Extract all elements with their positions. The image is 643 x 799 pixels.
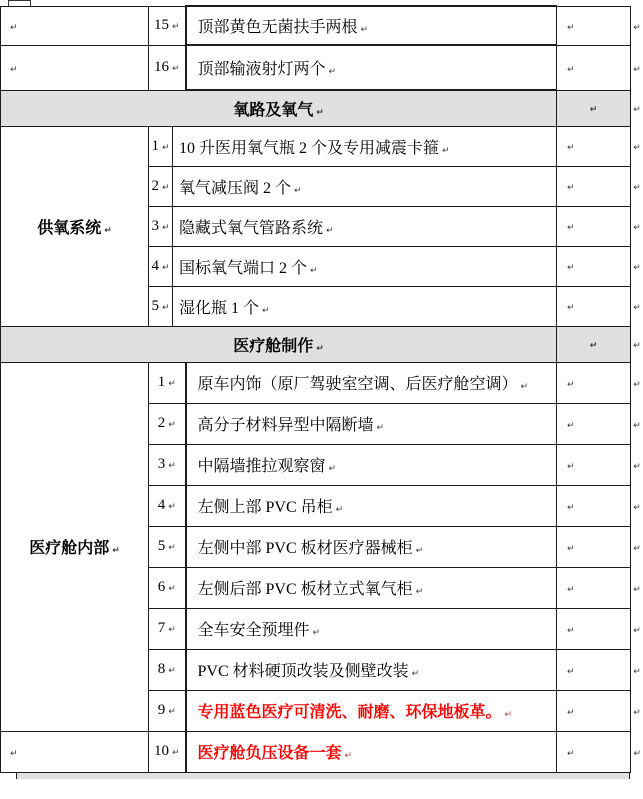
row-number[interactable] [149,690,186,731]
row-number[interactable] [149,126,173,166]
item-description-text: 中隔墙推拉观察窗 [197,458,326,475]
item-description-text: 医疗舱负压设备一套 [197,745,342,762]
margin-cell [631,6,643,45]
item-description-text: 湿化瓶 1 个 [179,299,260,317]
item-description[interactable] [186,608,557,649]
paragraph-mark-icon: ↵ [633,625,641,636]
item-description[interactable] [173,166,557,206]
paragraph-mark-icon: ↵ [633,420,641,431]
paragraph-mark-icon: ↵ [589,105,598,115]
row-number-text: 5 [157,538,166,554]
margin-cell [631,286,643,326]
paragraph-mark-icon: ↵ [10,22,18,33]
paragraph-mark-icon: ↵ [161,222,170,233]
check-cell[interactable] [557,6,631,45]
check-cell[interactable] [557,246,631,286]
item-description[interactable] [173,206,557,246]
item-description[interactable] [186,403,557,444]
row-number-text: 1 [151,137,159,154]
paragraph-mark-icon: ↵ [335,505,344,515]
paragraph-mark-icon: ↵ [567,461,575,472]
paragraph-mark-icon: ↵ [567,183,575,193]
item-description-text: 氧气减压阀 2 个 [179,179,292,197]
check-cell[interactable] [557,444,631,485]
row-number[interactable] [149,485,186,526]
paragraph-mark-icon: ↵ [567,303,575,313]
table-row-highlighted [1,731,643,772]
paragraph-mark-icon: ↵ [589,341,598,351]
clipped-cell-remnant [8,0,31,6]
check-cell[interactable] [557,286,631,326]
item-description[interactable] [173,126,557,166]
paragraph-mark-icon: ↵ [112,546,120,556]
row-number-text: 3 [151,217,159,234]
paragraph-mark-icon: ↵ [633,461,641,472]
paragraph-mark-icon: ↵ [10,748,18,759]
item-description-text: 顶部黄色无菌扶手两根 [197,19,358,36]
row-number-text: 16 [153,59,169,75]
check-cell[interactable] [557,567,631,608]
category-cell[interactable] [1,731,149,772]
item-description-text: 专用蓝色医疗可清洗、耐磨、环保地板革。 [197,704,502,721]
paragraph-mark-icon: ↵ [520,382,529,392]
check-cell[interactable] [557,326,631,362]
row-number[interactable] [149,286,173,326]
margin-cell [631,690,643,731]
check-cell[interactable] [557,166,631,206]
margin-cell [631,649,643,690]
paragraph-mark-icon: ↵ [171,22,180,32]
row-number[interactable] [149,6,186,45]
item-description[interactable] [186,649,557,690]
margin-cell [631,567,643,608]
paragraph-mark-icon: ↵ [316,107,324,118]
row-number-text: 8 [157,661,166,677]
section-header-text: 氧路及氧气 [233,101,314,119]
item-description-text: 左侧后部 PVC 板材立式氧气柜 [197,581,413,598]
category-cell-cabin-interior[interactable] [1,362,149,731]
paragraph-mark-icon: ↵ [168,584,176,594]
check-cell[interactable] [557,608,631,649]
item-description-text: 10 升医用氧气瓶 2 个及专用减震卡箍 [179,139,440,157]
paragraph-mark-icon: ↵ [567,379,575,390]
paragraph-mark-icon: ↵ [312,628,321,638]
paragraph-mark-icon: ↵ [168,502,176,512]
paragraph-mark-icon: ↵ [161,302,170,313]
margin-cell [631,362,643,403]
paragraph-mark-icon: ↵ [567,543,575,554]
paragraph-mark-icon: ↵ [168,379,176,389]
row-number[interactable] [149,731,186,772]
paragraph-mark-icon: ↵ [104,225,112,236]
row-number-text: 3 [157,456,166,472]
margin-cell [631,608,643,649]
check-cell[interactable] [557,90,631,126]
paragraph-mark-icon: ↵ [567,263,575,273]
paragraph-mark-icon: ↵ [633,502,641,513]
row-number[interactable] [149,45,186,90]
margin-cell [631,90,643,126]
category-cell[interactable] [1,45,149,90]
row-number-text: 2 [151,177,159,194]
paragraph-mark-icon: ↵ [294,185,302,196]
paragraph-mark-icon: ↵ [168,707,176,717]
paragraph-mark-icon: ↵ [168,461,176,471]
table-row [1,6,643,45]
paragraph-mark-icon: ↵ [567,584,575,595]
row-number-text: 4 [151,257,159,274]
paragraph-mark-icon: ↵ [360,25,369,35]
paragraph-mark-icon: ↵ [633,105,641,115]
row-number-text: 1 [157,374,166,390]
item-description[interactable] [186,567,557,608]
check-cell[interactable] [557,690,631,731]
item-description-text: 全车安全预埋件 [197,622,310,639]
paragraph-mark-icon: ↵ [567,625,575,636]
paragraph-mark-icon: ↵ [567,22,575,33]
check-cell[interactable] [557,526,631,567]
row-number-text: 9 [157,702,166,718]
item-description-text: 高分子材料异型中隔断墙 [197,417,374,434]
margin-cell [631,444,643,485]
check-cell[interactable] [557,45,631,90]
item-description-text: 左侧中部 PVC 板材医疗器械柜 [197,540,413,557]
section-header-row [1,90,643,126]
paragraph-mark-icon: ↵ [171,64,180,74]
paragraph-mark-icon: ↵ [161,262,170,273]
row-number[interactable] [149,206,173,246]
table-row [1,362,643,403]
check-cell[interactable] [557,403,631,444]
category-cell[interactable] [1,6,149,45]
paragraph-mark-icon: ↵ [633,748,642,759]
item-description[interactable] [186,45,557,90]
paragraph-mark-icon: ↵ [633,543,641,554]
paragraph-mark-icon: ↵ [567,64,575,75]
paragraph-mark-icon: ↵ [161,182,170,193]
margin-cell [631,526,643,567]
paragraph-mark-icon: ↵ [504,710,513,720]
row-number[interactable] [149,403,186,444]
paragraph-mark-icon: ↵ [411,669,420,679]
paragraph-mark-icon: ↵ [567,143,575,153]
item-description[interactable] [186,731,557,772]
paragraph-mark-icon: ↵ [415,587,424,597]
item-description[interactable] [186,6,557,45]
paragraph-mark-icon: ↵ [567,748,575,759]
check-cell[interactable] [557,649,631,690]
paragraph-mark-icon: ↵ [567,707,575,718]
item-description[interactable] [186,526,557,567]
paragraph-mark-icon: ↵ [10,64,18,75]
paragraph-mark-icon: ↵ [161,142,170,153]
item-description-text: 顶部输液射灯两个 [197,61,326,78]
paragraph-mark-icon: ↵ [633,341,641,351]
check-cell[interactable] [557,126,631,166]
check-cell[interactable] [557,485,631,526]
section-header-row [1,326,643,362]
row-number-text: 10 [153,743,169,759]
paragraph-mark-icon: ↵ [326,225,334,236]
item-description-text: 左侧上部 PVC 吊柜 [197,499,333,516]
row-number[interactable] [149,166,173,206]
row-number[interactable] [149,526,186,567]
check-cell[interactable] [557,206,631,246]
paragraph-mark-icon: ↵ [567,223,575,233]
margin-cell [631,246,643,286]
row-number-text: 7 [157,620,166,636]
margin-cell [631,126,643,166]
section-header-cabin[interactable] [1,326,557,362]
paragraph-mark-icon: ↵ [567,666,575,677]
row-number[interactable] [149,362,186,403]
paragraph-mark-icon: ↵ [633,303,641,313]
paragraph-mark-icon: ↵ [310,265,318,276]
item-description-text: PVC 材料硬顶改装及侧壁改装 [197,663,409,680]
item-description[interactable] [186,690,557,731]
paragraph-mark-icon: ↵ [415,546,424,556]
row-number-text: 5 [151,297,159,314]
item-description[interactable] [186,362,557,403]
table-row [1,126,643,166]
paragraph-mark-icon: ↵ [633,64,641,75]
margin-cell [631,731,643,772]
paragraph-mark-icon: ↵ [633,584,641,595]
paragraph-mark-icon: ↵ [316,343,324,354]
paragraph-mark-icon: ↵ [633,379,641,390]
margin-cell [631,485,643,526]
row-number[interactable] [149,608,186,649]
section-header-oxygen[interactable] [1,90,557,126]
margin-cell [631,206,643,246]
paragraph-mark-icon: ↵ [168,666,176,676]
paragraph-mark-icon: ↵ [633,223,641,233]
paragraph-mark-icon: ↵ [442,145,450,156]
row-number-text: 15 [153,17,169,33]
row-number[interactable] [149,649,186,690]
paragraph-mark-icon: ↵ [633,263,641,273]
category-label: 供氧系统 [37,219,102,237]
margin-cell [631,166,643,206]
margin-cell [631,326,643,362]
category-label: 医疗舱内部 [29,540,110,557]
row-number-text: 2 [157,415,166,431]
paragraph-mark-icon: ↵ [633,143,641,153]
item-description[interactable] [173,246,557,286]
row-number-text: 4 [157,497,166,513]
paragraph-mark-icon: ↵ [376,423,385,433]
table-row [1,45,643,90]
row-number[interactable] [149,444,186,485]
paragraph-mark-icon: ↵ [171,748,180,758]
item-description[interactable] [186,444,557,485]
paragraph-mark-icon: ↵ [262,305,270,316]
margin-cell [631,403,643,444]
item-description-text: 隐藏式氧气管路系统 [179,219,324,237]
paragraph-mark-icon: ↵ [567,420,575,431]
check-cell[interactable] [557,731,631,772]
paragraph-mark-icon: ↵ [633,666,641,677]
paragraph-mark-icon: ↵ [168,420,176,430]
item-description-text: 国标氧气端口 2 个 [179,259,308,277]
item-description[interactable] [186,485,557,526]
paragraph-mark-icon: ↵ [567,502,575,513]
row-number[interactable] [149,567,186,608]
next-section-remnant [16,773,630,779]
item-description[interactable] [173,286,557,326]
paragraph-mark-icon: ↵ [633,22,641,33]
paragraph-mark-icon: ↵ [344,751,353,761]
category-cell-oxygen-system[interactable] [1,126,149,326]
section-header-text: 医疗舱制作 [233,337,314,355]
item-description-text: 原车内饰（原厂驾驶室空调、后医疗舱空调） [197,376,518,393]
equipment-table [0,5,643,773]
paragraph-mark-icon: ↵ [168,543,176,553]
paragraph-mark-icon: ↵ [168,625,176,635]
paragraph-mark-icon: ↵ [328,67,337,77]
check-cell[interactable] [557,362,631,403]
row-number[interactable] [149,246,173,286]
paragraph-mark-icon: ↵ [328,464,337,474]
row-number-text: 6 [157,579,166,595]
paragraph-mark-icon: ↵ [633,707,641,718]
paragraph-mark-icon: ↵ [633,183,641,193]
margin-cell [631,45,643,90]
